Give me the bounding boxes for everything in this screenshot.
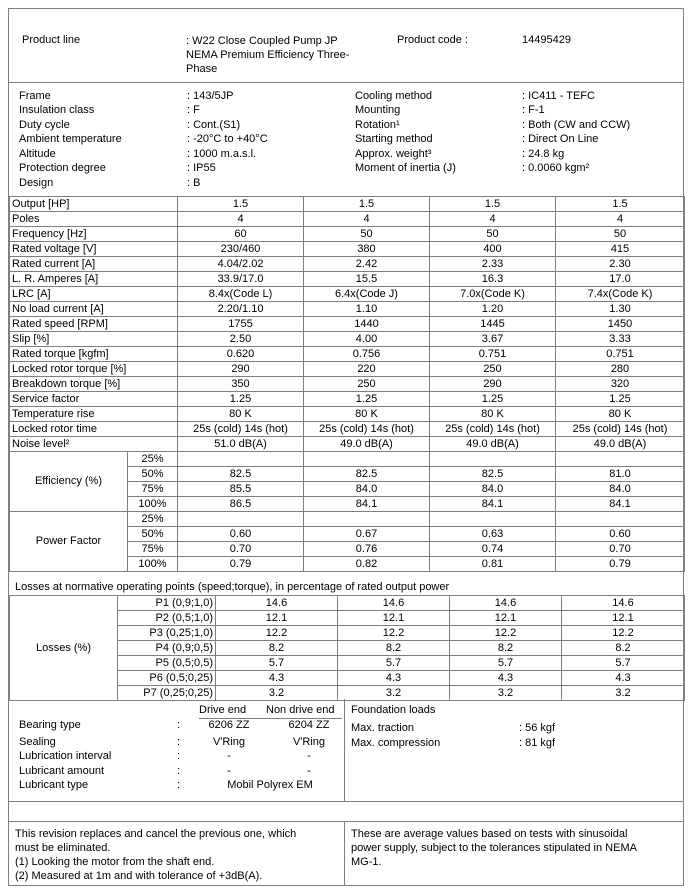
loss-value: 5.7 [338, 656, 450, 671]
rating-value: 0.756 [304, 347, 430, 362]
non-drive-end-header: Non drive end [266, 704, 335, 716]
rating-value: 8.4x(Code L) [178, 287, 304, 302]
loss-value: 5.7 [562, 656, 685, 671]
efficiency-label: Efficiency (%) [10, 452, 128, 512]
rating-value: 230/460 [178, 242, 304, 257]
power-factor-value: 0.60 [556, 527, 685, 542]
rating-label: No load current [A] [10, 302, 178, 317]
rating-value: 49.0 dB(A) [556, 437, 685, 452]
load-percent: 25% [128, 452, 178, 467]
loss-value: 3.2 [450, 686, 562, 701]
rating-value: 350 [178, 377, 304, 392]
efficiency-value: 84.0 [430, 482, 556, 497]
rating-label: Slip [%] [10, 332, 178, 347]
rating-row [10, 197, 685, 212]
power-factor-value [304, 512, 430, 527]
drive-end-header: Drive end [199, 704, 247, 716]
rating-value: 2.42 [304, 257, 430, 272]
rating-value: 1.25 [304, 392, 430, 407]
rating-label: Rated current [A] [10, 257, 178, 272]
operating-point: P3 (0,25;1,0) [118, 626, 216, 641]
efficiency-value: 81.0 [556, 467, 685, 482]
rating-value: 415 [556, 242, 685, 257]
loss-value: 12.2 [562, 626, 685, 641]
rating-value: 290 [178, 362, 304, 377]
load-percent: 75% [128, 482, 178, 497]
load-percent: 75% [128, 542, 178, 557]
loss-value: 3.2 [338, 686, 450, 701]
rating-value: 1.5 [430, 197, 556, 212]
efficiency-value: 82.5 [304, 467, 430, 482]
rating-label: Poles [10, 212, 178, 227]
rating-row [10, 407, 685, 422]
load-percent: 100% [128, 557, 178, 572]
rating-value: 1.5 [304, 197, 430, 212]
rating-row [10, 437, 685, 452]
divider [344, 699, 345, 801]
power-factor-value: 0.79 [178, 557, 304, 572]
load-percent: 50% [128, 467, 178, 482]
rating-value: 0.751 [430, 347, 556, 362]
rating-value: 17.0 [556, 272, 685, 287]
efficiency-value [430, 452, 556, 467]
notes-left: This revision replaces and cancel the previous one, which must be eliminated. (1) Looking the motor from the shaft end. (2) Measured at 1m and with tolerance of +3dB(A). [15, 828, 297, 882]
rating-value: 220 [304, 362, 430, 377]
product-code-value: 14495429 [522, 34, 571, 46]
rating-value: 1755 [178, 317, 304, 332]
operating-point: P4 (0,9;0,5) [118, 641, 216, 656]
load-percent: 100% [128, 497, 178, 512]
rating-row [10, 212, 685, 227]
efficiency-value: 84.1 [304, 497, 430, 512]
rating-value: 0.751 [556, 347, 685, 362]
rating-row [10, 347, 685, 362]
rating-value: 50 [430, 227, 556, 242]
rating-value: 2.33 [430, 257, 556, 272]
rating-value: 2.50 [178, 332, 304, 347]
operating-point: P5 (0,5;0,5) [118, 656, 216, 671]
power-factor-value: 0.63 [430, 527, 556, 542]
rating-value: 80 K [430, 407, 556, 422]
rating-row [10, 422, 685, 437]
rating-value: 4 [430, 212, 556, 227]
rating-row [10, 392, 685, 407]
power-factor-label: Power Factor [10, 512, 128, 572]
loss-value: 14.6 [338, 596, 450, 611]
rating-value: 320 [556, 377, 685, 392]
product-line-label: Product line [22, 34, 81, 46]
product-line-value: : W22 Close Coupled Pump JP NEMA Premium Efficiency Three- Phase [186, 35, 350, 75]
rating-value: 33.9/17.0 [178, 272, 304, 287]
rating-value: 25s (cold) 14s (hot) [430, 422, 556, 437]
rating-value: 50 [556, 227, 685, 242]
rating-value: 0.620 [178, 347, 304, 362]
rating-value: 1445 [430, 317, 556, 332]
loss-value: 14.6 [450, 596, 562, 611]
divider [9, 821, 683, 822]
rating-value: 50 [304, 227, 430, 242]
performance-table [9, 451, 685, 572]
rating-label: Rated speed [RPM] [10, 317, 178, 332]
rating-label: Breakdown torque [%] [10, 377, 178, 392]
rating-value: 60 [178, 227, 304, 242]
rating-value: 1.25 [556, 392, 685, 407]
operating-point: P1 (0,9;1,0) [118, 596, 216, 611]
load-percent: 25% [128, 512, 178, 527]
power-factor-value [556, 512, 685, 527]
loss-value: 12.1 [450, 611, 562, 626]
rating-value: 1450 [556, 317, 685, 332]
loss-value: 12.2 [216, 626, 338, 641]
rating-label: Locked rotor torque [%] [10, 362, 178, 377]
rating-row [10, 302, 685, 317]
rating-value: 1.20 [430, 302, 556, 317]
product-code-label: Product code : [397, 34, 468, 46]
efficiency-value: 85.5 [178, 482, 304, 497]
power-factor-value: 0.60 [178, 527, 304, 542]
rating-row [10, 362, 685, 377]
rating-value: 25s (cold) 14s (hot) [304, 422, 430, 437]
operating-point: P2 (0,5;1,0) [118, 611, 216, 626]
rating-label: Rated torque [kgfm] [10, 347, 178, 362]
rating-label: Rated voltage [V] [10, 242, 178, 257]
losses-label: Losses (%) [10, 596, 118, 701]
rating-label: Temperature rise [10, 407, 178, 422]
power-factor-value: 0.70 [556, 542, 685, 557]
rating-row [10, 227, 685, 242]
foundation-title: Foundation loads [351, 704, 436, 716]
efficiency-value: 84.0 [304, 482, 430, 497]
power-factor-value: 0.82 [304, 557, 430, 572]
rating-value: 250 [304, 377, 430, 392]
rating-value: 1.25 [178, 392, 304, 407]
power-factor-value: 0.70 [178, 542, 304, 557]
rating-value: 7.4x(Code K) [556, 287, 685, 302]
loss-value: 8.2 [338, 641, 450, 656]
rating-value: 25s (cold) 14s (hot) [178, 422, 304, 437]
rating-value: 51.0 dB(A) [178, 437, 304, 452]
loss-value: 4.3 [338, 671, 450, 686]
operating-point: P6 (0,5;0,25) [118, 671, 216, 686]
rating-value: 400 [430, 242, 556, 257]
rating-value: 80 K [556, 407, 685, 422]
rating-value: 2.20/1.10 [178, 302, 304, 317]
losses-title: Losses at normative operating points (speed;torque), in percentage of rated output power [15, 581, 450, 593]
power-factor-value [430, 512, 556, 527]
rating-value: 1440 [304, 317, 430, 332]
efficiency-value [556, 452, 685, 467]
power-factor-value: 0.74 [430, 542, 556, 557]
divider [9, 801, 683, 802]
rating-value: 1.30 [556, 302, 685, 317]
rating-label: Output [HP] [10, 197, 178, 212]
loss-value: 14.6 [216, 596, 338, 611]
load-percent: 50% [128, 527, 178, 542]
power-factor-value [178, 512, 304, 527]
rating-value: 1.5 [178, 197, 304, 212]
loss-value: 3.2 [216, 686, 338, 701]
rating-value: 4 [178, 212, 304, 227]
efficiency-value: 84.0 [556, 482, 685, 497]
efficiency-value [304, 452, 430, 467]
loss-row [10, 596, 685, 611]
loss-value: 4.3 [450, 671, 562, 686]
rating-row [10, 332, 685, 347]
rating-row [10, 272, 685, 287]
efficiency-value: 84.1 [556, 497, 685, 512]
rating-value: 1.10 [304, 302, 430, 317]
power-factor-value: 0.81 [430, 557, 556, 572]
loss-value: 3.2 [562, 686, 685, 701]
rating-label: Locked rotor time [10, 422, 178, 437]
power-factor-value: 0.67 [304, 527, 430, 542]
efficiency-value: 82.5 [178, 467, 304, 482]
rating-value: 380 [304, 242, 430, 257]
rating-value: 280 [556, 362, 685, 377]
rating-value: 80 K [178, 407, 304, 422]
rating-value: 80 K [304, 407, 430, 422]
rating-value: 25s (cold) 14s (hot) [556, 422, 685, 437]
loss-value: 12.2 [450, 626, 562, 641]
rating-label: Noise level² [10, 437, 178, 452]
rating-value: 49.0 dB(A) [304, 437, 430, 452]
loss-value: 8.2 [562, 641, 685, 656]
rating-value: 3.33 [556, 332, 685, 347]
loss-value: 8.2 [450, 641, 562, 656]
rating-row [10, 257, 685, 272]
rating-row [10, 242, 685, 257]
rating-row [10, 287, 685, 302]
loss-value: 12.2 [338, 626, 450, 641]
rating-value: 2.30 [556, 257, 685, 272]
loss-value: 12.1 [338, 611, 450, 626]
rating-label: LRC [A] [10, 287, 178, 302]
efficiency-value: 84.1 [430, 497, 556, 512]
loss-value: 4.3 [216, 671, 338, 686]
rating-row [10, 317, 685, 332]
rating-value: 15.5 [304, 272, 430, 287]
divider [344, 821, 345, 885]
rating-value: 16.3 [430, 272, 556, 287]
power-factor-row [10, 512, 685, 527]
efficiency-row [10, 452, 685, 467]
loss-value: 5.7 [216, 656, 338, 671]
rating-value: 4 [304, 212, 430, 227]
ratings-table [9, 196, 685, 452]
rating-value: 1.5 [556, 197, 685, 212]
loss-value: 12.1 [216, 611, 338, 626]
losses-table [9, 595, 685, 701]
loss-value: 12.1 [562, 611, 685, 626]
divider [9, 82, 683, 83]
efficiency-value: 82.5 [430, 467, 556, 482]
efficiency-value: 86.5 [178, 497, 304, 512]
datasheet: Product line : W22 Close Coupled Pump JP NEMA Premium Efficiency Three- Phase Product code : 14495429 Frame : 143/5JP Insulation class : F Duty cycle : Cont.(S1) Ambient temperature : -20°C to +40°C Altitude : 1000 m.a.s.l. Protection degree : IP55 Design : B Cooling method : IC411 - TEFC Mounting : F-1 Rotation¹ : Both (CW and CCW) Starting method : Direct On Line Approx. weight³ : 24.8 kg Moment of inertia (J) : 0.0060 kgm² Output [HP] 1.5 1.5 1.5 1.5 Poles 4 4 4 4 Frequency [Hz] 60 50 50 50 Rated voltage [V] 230/460 380 400 415 Rated current [A] 4.04/2.02 2.42 2.33 2.30 L. R. Amperes [A] 33.9/17.0 15.5 16.3 17.0 LRC [A] 8.4x(Code L) 6.4x(Code J) 7.0x(Code K) 7.4x(Code K) No load current [A] 2.20/1.10 1.10 1.20 1.30 Rated speed [RPM] 1755 1440 1445 1450 Slip [%] 2.50 4.00 3.67 3.33 Rated torque [kgfm] 0.620 0.756 0.751 0.751 Locked rotor torque [%] 290 220 250 280 Breakdown torque [%] 350 250 290 320 Service factor 1.25 1.25 1.25 1.25 Temperature rise 80 K 80 K 80 K 80 K Locked rotor time 25s (cold) 14s (hot) 25s (cold) 14s (hot) 25s (cold) 14s (hot) 25s (cold) 14s (hot) Noise level² 51.0 dB(A) 49.0 dB(A) 49.0 dB(A) 49.0 dB(A) Efficiency (%) 25% 50% 82.5 82.5 82.5 81.0 75% 85.5 84.0 84.0 84.0 100% 86.5 84.1 84.1 84.1 Power Factor 25% 50% 0.60 0.67 0.63 0.60 75% 0.70 0.76 0.74 0.70 100% 0.79 0.82 0.81 0.79 Losses at normative operating points (speed;torque), in percentage of rated output power Losses (%) P1 (0,9;1,0) 14.6 14.6 14.6 14.6 P2 (0,5;1,0) 12.1 12.1 12.1 12.1 P3 (0,25;1,0) 12.2 12.2 12.2 12.2 P4 (0,9;0,5) 8.2 8.2 8.2 8.2 P5 (0,5;0,5) 5.7 5.7 5.7 5.7 P6 (0,5;0,25) 4.3 4.3 4.3 4.3 P7 (0,25;0,25) 3.2 3.2 3.2 3.2 Drive end Non drive end Bearing type : 6206 ZZ 6204 ZZ Sealing : V'Ring V'Ring Lubrication interval : - - Lubricant amount : - - Lubricant type : Mobil Polyrex EM Foundation loads Max. traction : 56 kgf Max. compression : 81 kgf This revision replaces and cancel the previous one, which must be eliminated. (1) Looking the motor from the shaft end. (2) Measured at 1m and with tolerance of +3dB(A). These are average values based on tests with sinusoidal power supply, subject to the tolerances stipulated in NEMA MG-1. [8, 8, 684, 886]
loss-value: 14.6 [562, 596, 685, 611]
rating-value: 3.67 [430, 332, 556, 347]
rating-value: 4.04/2.02 [178, 257, 304, 272]
power-factor-value: 0.79 [556, 557, 685, 572]
rating-label: Service factor [10, 392, 178, 407]
loss-value: 4.3 [562, 671, 685, 686]
operating-point: P7 (0,25;0,25) [118, 686, 216, 701]
rating-value: 6.4x(Code J) [304, 287, 430, 302]
efficiency-value [178, 452, 304, 467]
rating-label: Frequency [Hz] [10, 227, 178, 242]
rating-value: 4 [556, 212, 685, 227]
loss-value: 8.2 [216, 641, 338, 656]
rating-row [10, 377, 685, 392]
notes-right: These are average values based on tests with sinusoidal power supply, subject to the tolerances stipulated in NEMA MG-1. [351, 828, 637, 868]
rating-value: 1.25 [430, 392, 556, 407]
rating-value: 49.0 dB(A) [430, 437, 556, 452]
rating-value: 4.00 [304, 332, 430, 347]
power-factor-value: 0.76 [304, 542, 430, 557]
loss-value: 5.7 [450, 656, 562, 671]
rating-value: 290 [430, 377, 556, 392]
rating-value: 250 [430, 362, 556, 377]
rating-value: 7.0x(Code K) [430, 287, 556, 302]
rating-label: L. R. Amperes [A] [10, 272, 178, 287]
